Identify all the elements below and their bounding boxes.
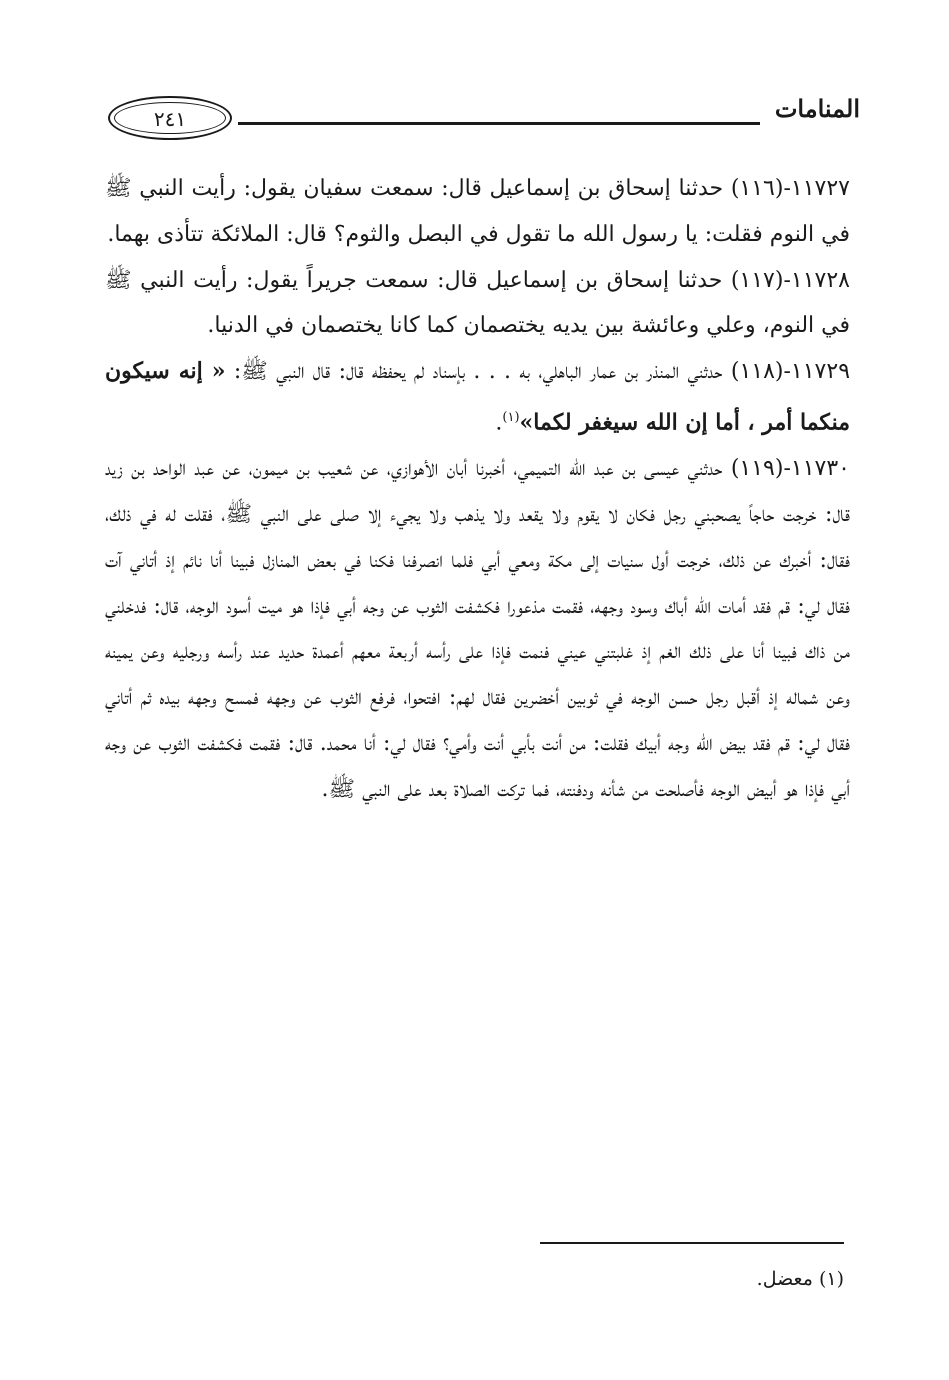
hadith-text: حدثنا إسحاق بن إسماعيل قال: سمعت سفيان يقول: رأيت النبي ﷺ في النوم فقلت: يا رسول الله ما تقول في البصل والثوم؟ قال: الملائكة تتأذى بهما.	[105, 176, 850, 247]
page-header	[100, 88, 860, 148]
hadith-number: ١١٧٣٠-(١١٩)	[730, 456, 850, 482]
hadith-number: ١١٧٢٨-(١١٧)	[730, 267, 850, 293]
hadith-paragraph	[105, 349, 850, 446]
hadith-paragraph	[105, 166, 850, 258]
hadith-paragraph	[105, 446, 850, 812]
prophetic-quote: « إنه سيكون منكما أمر ، أما إن الله سيغفر لكما»	[105, 358, 850, 436]
hadith-tail: .	[495, 410, 503, 436]
hadith-text: حدثني عيسى بن عبد الله التميمي، أخبرنا أبان الأهوازي، عن شعيب بن ميمون، عن عبد الواحد بن زيد قال: خرجت حاجاً يصحبني رجل فكان لا يقوم ولا يقعد ولا يذهب ولا يجيء إلا صلى على النبي ﷺ، فقلت له في ذلك، فقال: أخبرك عن ذلك، خرجت أول سنيات إلى مكة ومعي أبي فلما انصرفنا فكنا في بعض المنازل فبينا أنا نائم إذ أتاني آت فقال لي: قم فقد أمات الله أباك وسود وجهه، فقمت مذعورا فكشفت الثوب عن وجه أبي فإذا هو ميت أسود الوجه، قال: فدخلني من ذاك فبينا أنا على ذلك الغم إذ غلبتني عيني فنمت فإذا على رأسه أربعة معهم أعمدة حديد عند رأسه ورجليه وعن يمينه وعن شماله إذ أقبل رجل حسن الوجه في ثوبين أخضرين فقال لهم: افتحوا، فرفع الثوب عن وجهه فمسح وجهه بيده ثم أتاني فقال لي: قم فقد بيض الله وجه أبيك فقلت: من أنت بأبي أنت وأمي؟ فقال لي: أنا محمد. قال: فقمت فكشفت الثوب عن وجه أبي فإذا هو أبيض الوجه فأصلحت من شأنه ودفنته، فما تركت الصلاة بعد على النبي ﷺ.	[105, 456, 851, 802]
page-number-oval	[108, 96, 232, 140]
hadith-number: ١١٧٢٧-(١١٦)	[730, 176, 850, 201]
header-rule	[238, 122, 760, 125]
hadith-text: حدثنا إسحاق بن إسماعيل قال: سمعت جريراً يقول: رأيت النبي ﷺ في النوم، وعلي وعائشة بين يديه يختصمان كما كانا يختصمان في الدنيا.	[105, 267, 850, 339]
footnote: (١) معضل.	[756, 1268, 844, 1290]
page-number: ٢٤١	[153, 107, 187, 131]
footnote-rule	[540, 1242, 844, 1244]
hadith-paragraph	[105, 258, 850, 350]
body-text	[105, 166, 850, 812]
hadith-number: ١١٧٢٩-(١١٨)	[730, 359, 851, 385]
footnote-reference[interactable]: (١)	[502, 409, 520, 425]
chapter-title: المنامات	[774, 94, 860, 123]
hadith-text: حدثني المنذر بن عمار الباهلي، به . . . بإسناد لم يحفظه قال: قال النبي ﷺ:	[225, 359, 731, 385]
